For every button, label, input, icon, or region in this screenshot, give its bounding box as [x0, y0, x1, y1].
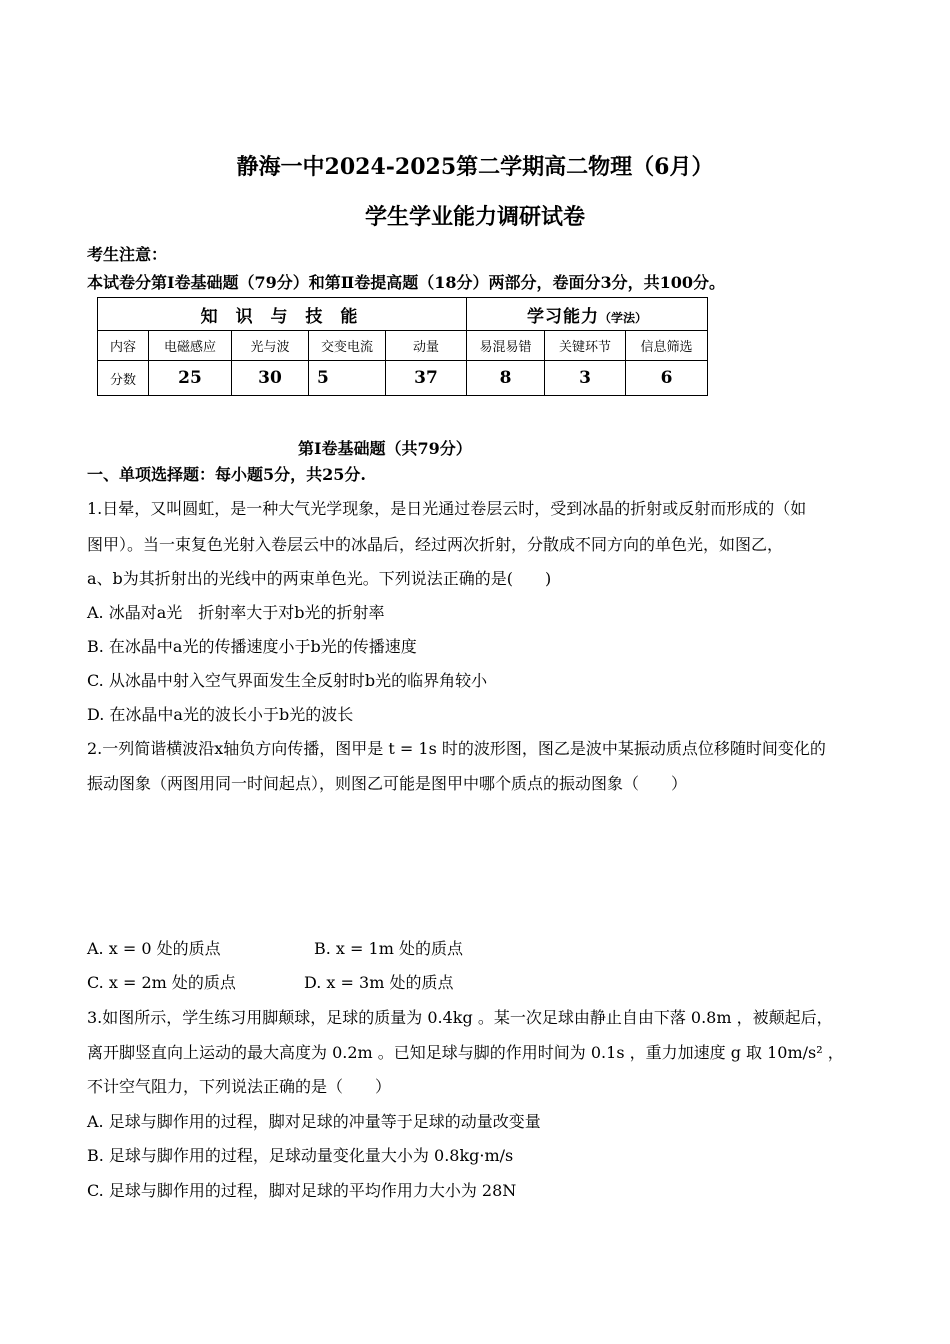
- q2-option-b: B. x = 1m 处的质点: [314, 939, 463, 958]
- q2-option-c: C. x = 2m 处的质点: [87, 973, 236, 992]
- part1-title: 一、单项选择题：每小题5分，共25分.: [87, 465, 366, 484]
- q1-option-b: B. 在冰晶中a光的传播速度小于b光的传播速度: [87, 637, 417, 656]
- group-learning-ability: [467, 298, 708, 331]
- score-table: [97, 297, 708, 396]
- col-label: 电磁感应: [149, 331, 232, 361]
- q2-option-d: D. x = 3m 处的质点: [304, 973, 454, 992]
- score-cell: 37: [386, 361, 467, 396]
- score-cell: 3: [545, 361, 626, 396]
- q3-line2: 离开脚竖直向上运动的最大高度为 0.2m 。已知足球与脚的作用时间为 0.1s ，重力加速度 g 取 10m/s² ，: [87, 1043, 844, 1062]
- row-label-score: 分数: [98, 361, 149, 396]
- exam-title-line2: 学生学业能力调研试卷: [364, 204, 585, 230]
- q2-line1: 2.一列简谐横波沿x轴负方向传播，图甲是 t = 1s 时的波形图，图乙是波中某振动质点位移随时间变化的: [87, 739, 826, 758]
- q3-option-b: B. 足球与脚作用的过程，足球动量变化量大小为 0.8kg·m/s: [87, 1146, 514, 1165]
- col-label: 信息筛选: [626, 331, 708, 361]
- q1-line3: a、b为其折射出的光线中的两束单色光。下列说法正确的是( ): [87, 569, 552, 588]
- q1-line1: 1.日晕，又叫圆虹，是一种大气光学现象，是日光通过卷层云时，受到冰晶的折射或反射而形成的（如: [87, 499, 807, 518]
- group2-note: （学法）: [598, 310, 647, 325]
- exam-title-line1: 静海一中2024-2025第二学期高二物理（6月）: [236, 154, 714, 180]
- col-label: 交变电流: [309, 331, 386, 361]
- score-cell: 6: [626, 361, 708, 396]
- q1-option-c: C. 从冰晶中射入空气界面发生全反射时b光的临界角较小: [87, 671, 488, 690]
- notice-label: 考生注意：: [87, 245, 168, 264]
- q1-option-d: D. 在冰晶中a光的波长小于b光的波长: [87, 705, 354, 724]
- score-cell: 30: [232, 361, 309, 396]
- q3-line1: 3.如图所示，学生练习用脚颠球，足球的质量为 0.4kg 。某一次足球由静止自由下落 0.8m ，被颠起后，: [87, 1008, 833, 1027]
- score-cell: 25: [149, 361, 232, 396]
- q3-option-c: C. 足球与脚作用的过程，脚对足球的平均作用力大小为 28N: [87, 1181, 517, 1200]
- score-cell: 5: [309, 361, 386, 396]
- score-cell: 8: [467, 361, 545, 396]
- row-label-content: 内容: [98, 331, 149, 361]
- q1-line2: 图甲）。当一束复色光射入卷层云中的冰晶后，经过两次折射，分散成不同方向的单色光，如图乙，: [87, 535, 784, 554]
- section1-title: 第Ⅰ卷基础题（共79分）: [298, 439, 472, 458]
- col-label: 光与波: [232, 331, 309, 361]
- col-label: 易混易错: [467, 331, 545, 361]
- col-label: 关键环节: [545, 331, 626, 361]
- q2-option-a: A. x = 0 处的质点: [87, 939, 221, 958]
- q1-option-a: A. 冰晶对a光 折射率大于对b光的折射率: [87, 603, 385, 622]
- group1-label: 知 识 与 技 能: [200, 306, 364, 327]
- notice-text: 本试卷分第Ⅰ卷基础题（79分）和第Ⅱ卷提高题（18分）两部分，卷面分3分，共100分。: [87, 273, 726, 292]
- group2-label: 学习能力: [526, 306, 599, 327]
- q2-line2: 振动图象（两图用同一时间起点），则图乙可能是图甲中哪个质点的振动图象（ ）: [87, 774, 688, 793]
- col-label: 动量: [386, 331, 467, 361]
- group-knowledge-skill: [98, 298, 467, 331]
- q3-line3: 不计空气阻力，下列说法正确的是（ ）: [87, 1077, 392, 1096]
- q3-option-a: A. 足球与脚作用的过程，脚对足球的冲量等于足球的动量改变量: [87, 1112, 541, 1131]
